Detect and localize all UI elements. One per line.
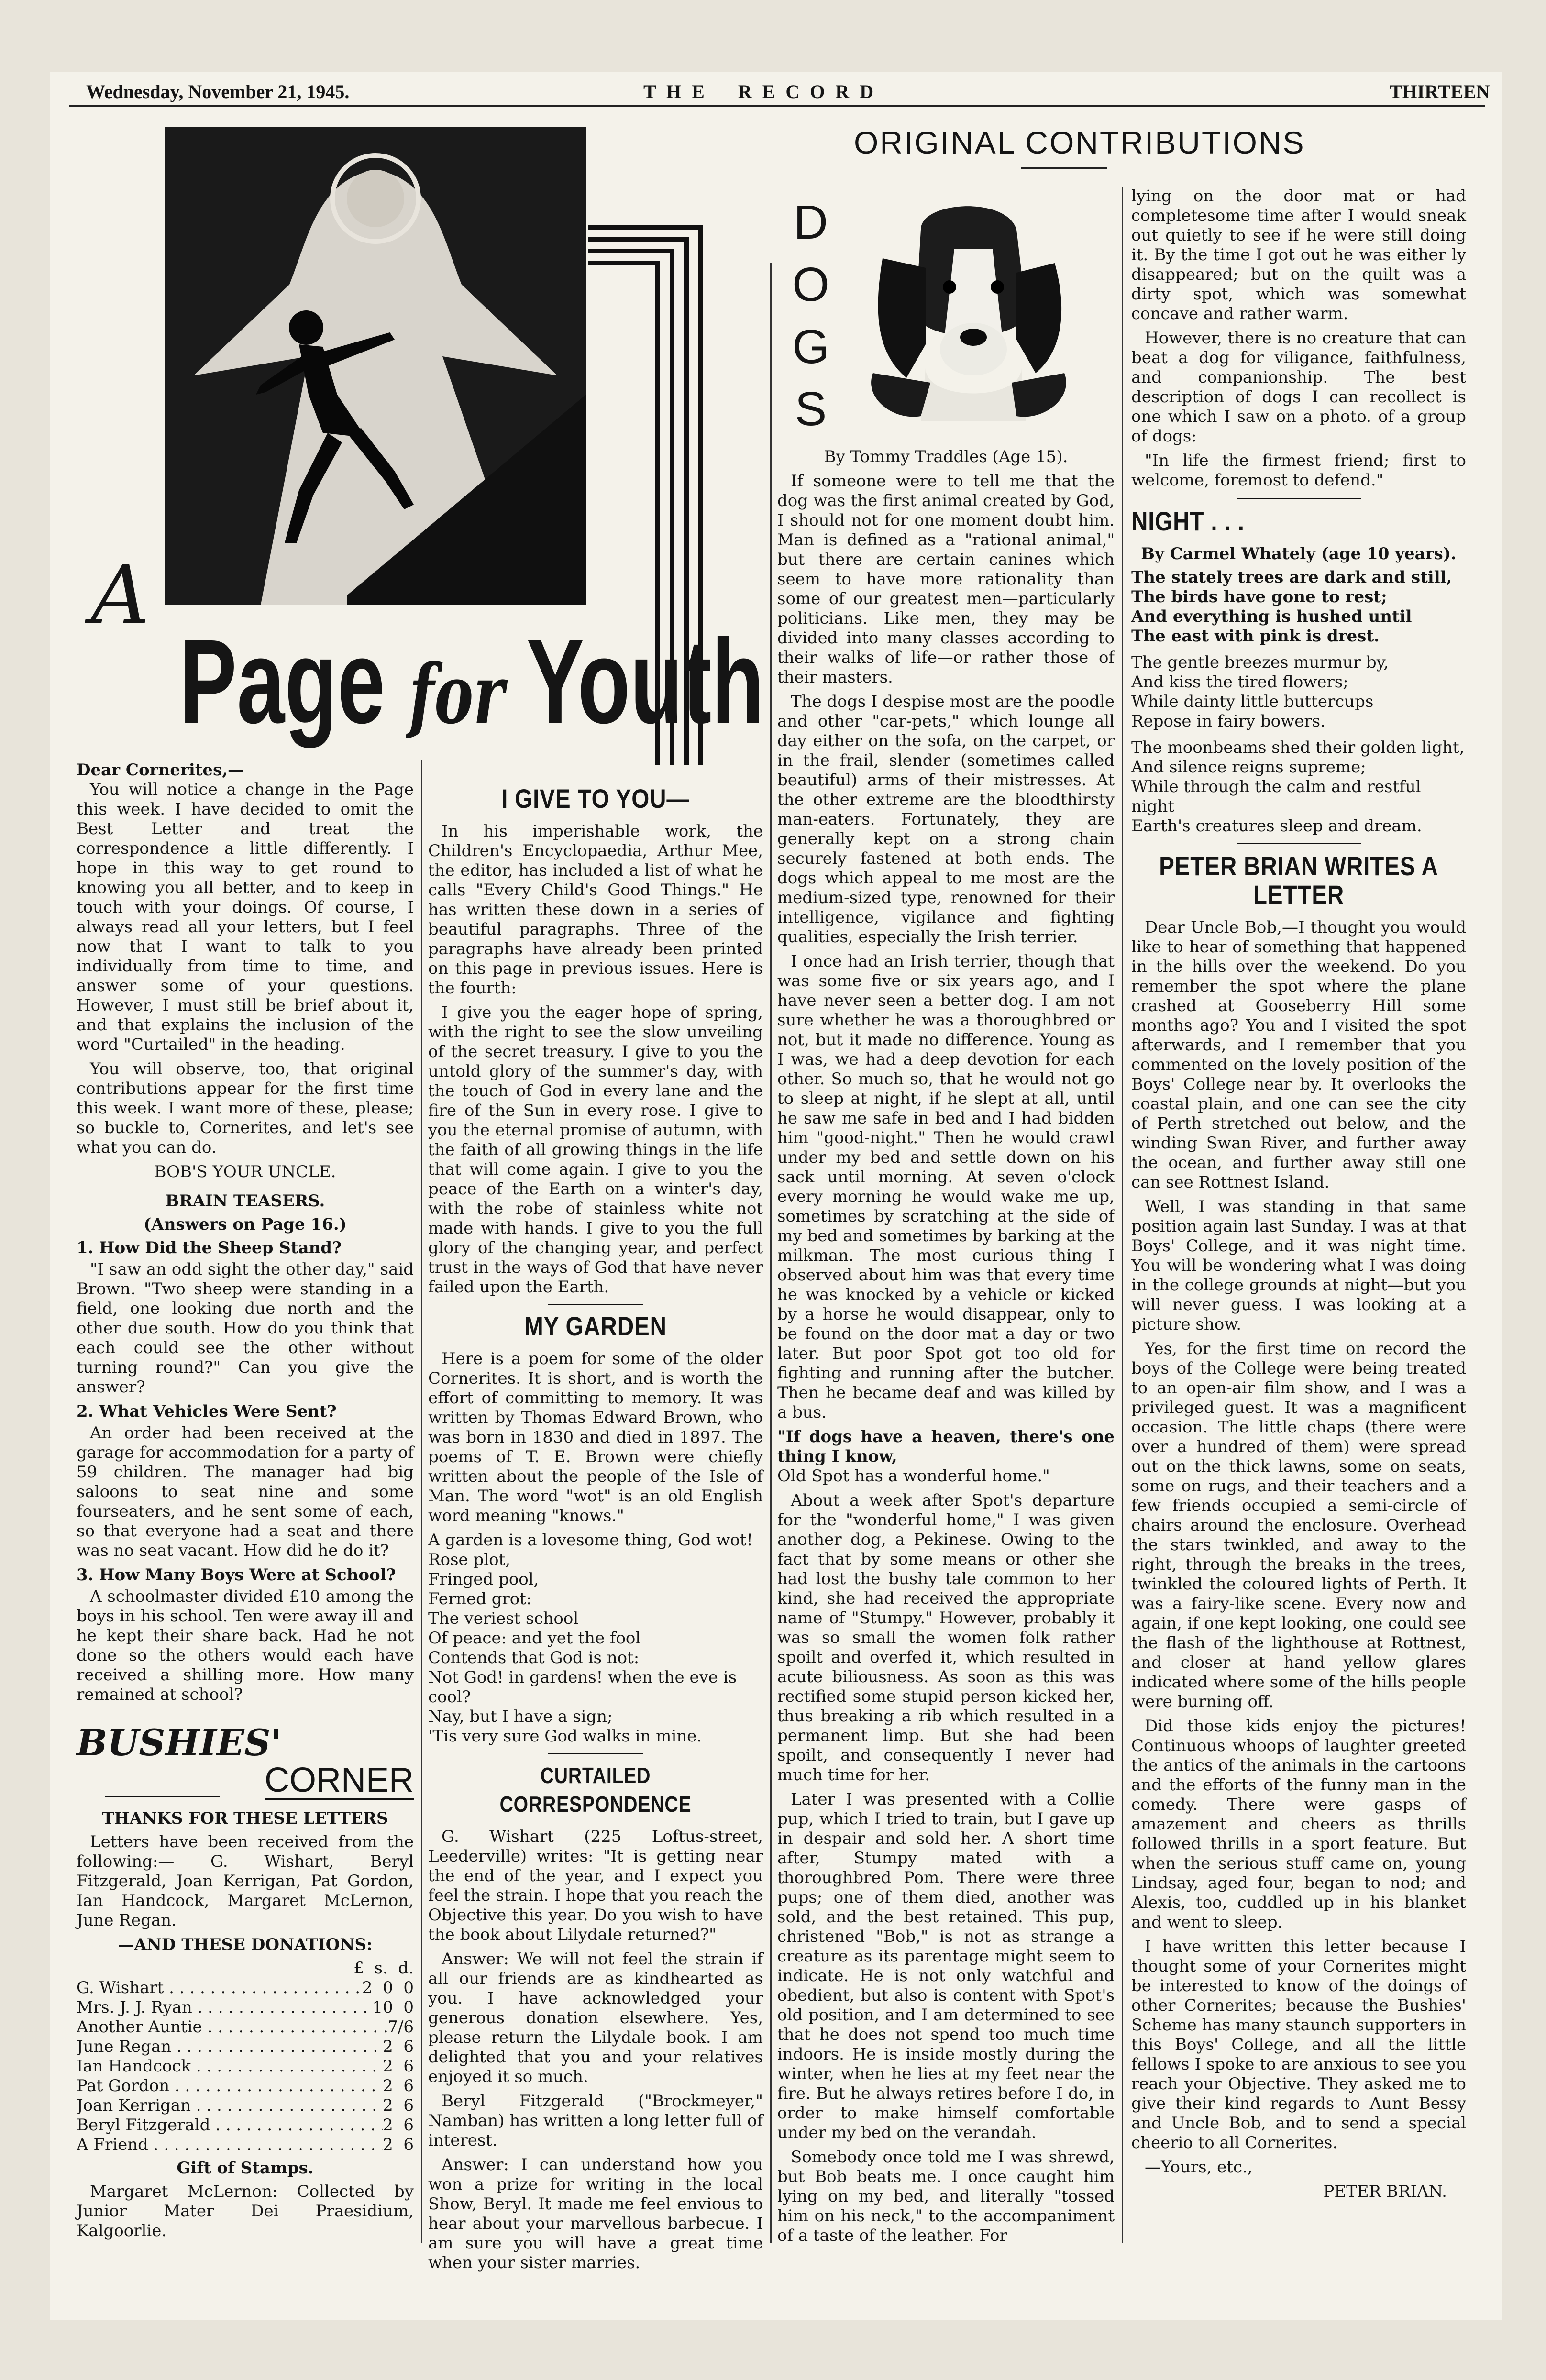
peter-paragraph: Yes, for the first time on record the boys of the College were being treated to an open-air film show, and I was a privileged guest. It was a magnificent occasion. The little chaps (there were over a hundred of them) were spread out on the thick lawns, some on seats, some on rugs, and their teachers and a few friends occupied a semi-circle of chairs around the enclosure. Overhead the stars twinkled, and away to the right, through the breaks in the trees, twinkled the coloured lights of Perth. It was a fairy-like scene. Every now and again, if one kept looking, one could see the flash of the lighthouse at Rottnest, and closer at hand yellow glares indicated where some of the hills people were burning off. (1131, 1339, 1466, 1711)
donation-row: G. Wishart . . . 2 0 0 (77, 1978, 414, 1998)
poem-line: While through the calm and restful night (1131, 777, 1421, 816)
night-stanza (1131, 738, 1466, 836)
youth-illustration (165, 127, 586, 605)
donations-title: —AND THESE DONATIONS: (118, 1935, 373, 1954)
night-stanza (1131, 568, 1466, 646)
section-rule (1237, 843, 1361, 844)
dogs-paragraph: Somebody once told me I was shrewd, but Bob beats me. I once caught him lying on my bed, and literally "tossed him on his neck," to the accompaniment of a taste of the leather. For (777, 2148, 1115, 2245)
dogs-verse: Old Spot has a wonderful home." (777, 1466, 1050, 1486)
teasers-answers-note: (Answers on Page 16.) (144, 1215, 347, 1234)
poem-line: And kiss the tired flowers; (1131, 672, 1348, 692)
stamps-text: Margaret McLernon: Collected by Junior Mater Dei Praesidium, Kalgoorlie. (77, 2182, 414, 2240)
poem-line: The stately trees are dark and still, (1131, 568, 1452, 587)
dogs-continued: However, there is no creature that can beat a dog for viligance, faithfulness, and companionship. The best description of dogs I can recollect is one which I saw on a photo. of a group of dogs: (1131, 329, 1466, 446)
poem-line: The east with pink is drest. (1131, 627, 1380, 646)
column-2 (428, 780, 763, 2278)
peter-signature: PETER BRIAN. (1323, 2182, 1447, 2201)
curtailed-item-2: Answer: We will not feel the strain if all our friends are as kindhearted as you. I have acknowledged your generous donation elsewhere. Yes, please return the Lilydale book. I am delighted that you and your relatives enjoyed it so much. (428, 1950, 763, 2086)
poem-line: Ferned grot: (428, 1589, 532, 1609)
bushies-heading (77, 1721, 414, 1805)
give-paragraph-2: I give you the eager hope of spring, with the right to see the slow unveiling of the secret treasury. I give to you the untold glory of the summer's day, with the touch of God in every lane and the fire of the Sun in every rose. I give to you the eternal promise of autumn, with the faith of all growing things in the life that will come again. I give to you the peace of the Earth on a winter's day, with the robe of stainless white not made with hands. I give to you the full glory of the changing year, and perfect trust in the ways of God that have never failed upon the Earth. (428, 1003, 763, 1297)
teaser-1-question: 1. How Did the Sheep Stand? (77, 1238, 342, 1257)
poem-line: And silence reigns supreme; (1131, 758, 1366, 777)
original-rule (1021, 167, 1107, 169)
poem-line: The gentle breezes murmur by, (1131, 653, 1389, 672)
dogs-continued: "In life the firmest friend; first to welcome, foremost to defend." (1131, 451, 1466, 490)
teaser-1-text: "I saw an odd sight the other day," said Brown. "Two sheep were standing in a field, one looking due north and the other due south. How do you think that each could see the other without turning round?" Can you give the answer? (77, 1260, 414, 1397)
bushies-title: BUSHIES' (77, 1721, 282, 1764)
thanks-text: Letters have been received from the following:— G. Wishart, Beryl Fitzgerald, Joan Kerrigan, Pat Gordon, Ian Handcock, Margaret McLernon, June Regan. (77, 1832, 414, 1930)
banner-title-youth: Youth (504, 615, 764, 748)
header-paper-name: T H E R E C O R D (643, 81, 877, 102)
night-title: NIGHT . . . (1131, 506, 1245, 536)
intro-paragraph-2: You will observe, too, that original contributions appear for the first time this week. I want more of these, please; so buckle to, Cornerites, and let's see what you can do. (77, 1059, 414, 1157)
garden-title: MY GARDEN (524, 1311, 667, 1341)
section-rule (548, 1753, 643, 1754)
teaser-3-question: 3. How Many Boys Were at School? (77, 1565, 396, 1585)
poem-line: Contends that God is not: (428, 1648, 640, 1667)
teaser-2-text: An order had been received at the garage for accommodation for a party of 59 children. The manager had big saloons to seat nine and some fourseaters, and he sent some of each, so that everyone had a seat and there was no seat vacant. How did he do it? (77, 1423, 414, 1560)
dogs-letter: S (795, 382, 827, 436)
dogs-byline: By Tommy Traddles (Age 15). (824, 447, 1068, 466)
donation-row: Ian Handcock . . . 2 6 (77, 2057, 414, 2076)
intro-salutation: Dear Cornerites,— (77, 760, 244, 780)
poem-line: Earth's creatures sleep and dream. (1131, 816, 1422, 836)
poem-line: The moonbeams shed their golden light, (1131, 738, 1465, 757)
teaser-2-question: 2. What Vehicles Were Sent? (77, 1402, 337, 1421)
banner-initial: A (91, 548, 150, 643)
donation-row: Joan Kerrigan . . . 2 6 (77, 2096, 414, 2116)
column-3 (777, 447, 1115, 2250)
poem-line: While dainty little buttercups (1131, 692, 1374, 711)
dogs-letter: G (792, 320, 829, 374)
dogs-vertical-title (777, 191, 844, 440)
newspaper-page (50, 72, 1502, 2320)
column-1 (77, 760, 414, 2246)
give-paragraph-1: In his imperishable work, the Children's Encyclopaedia, Arthur Mee, the editor, has included a list of what he calls "Every Child's Good Things." He has written these down in a series of beautiful paragraphs. Three of the paragraphs have already been printed on this page in previous issues. Here is the fourth: (428, 822, 763, 998)
poem-line: Of peace: and yet the fool (428, 1629, 641, 1648)
peter-paragraph: Well, I was standing in that same position again last Sunday. I was at that Boys' College, and it was night time. You will be wondering what I was doing in the college grounds at night—but you will never guess. I was looking at a picture show. (1131, 1197, 1466, 1334)
column-divider-3 (1122, 187, 1123, 2243)
dogs-verse: "If dogs have a heaven, there's one thing I know, (777, 1427, 1115, 1466)
poem-line: Repose in fairy bowers. (1131, 712, 1325, 731)
poem-line: The birds have gone to rest; (1131, 587, 1387, 606)
curtailed-item-3: Beryl Fitzgerald ("Brockmeyer," Namban) has written a long letter full of interest. (428, 2092, 763, 2150)
column-4 (1131, 187, 1466, 2202)
intro-paragraph-1: You will notice a change in the Page this week. I have decided to omit the Best Letter and treat the correspondence a little differently. I hope in this way to get round to knowing you all better, and to keep in touch with your doings. Of course, I always read all your letters, but I feel now that I want to talk to you individually from time to time, and answer some of your questions. However, I must still be brief about it, and that explains the inclusion of the word "Curtailed" in the heading. (77, 780, 414, 1054)
header-rule (69, 105, 1485, 107)
dog-photo (854, 191, 1083, 430)
peter-title: PETER BRIAN WRITES A LETTER (1159, 851, 1438, 910)
give-title: I GIVE TO YOU— (501, 783, 690, 814)
dogs-paragraph: The dogs I despise most are the poodle and other "car-pets," which lounge all day either on the sofa, on the carpet, or in the frail, slender (sometimes called beautiful) arms of their mistresses. At the other extreme are the bloodthirsty man-eaters. Fortunately, they are generally kept on a strong chain securely fastened at both ends. The dogs which appeal to me most are the medium-sized type, renowned for their intelligence, vigilance and fighting qualities, especially the Irish terrier. (777, 692, 1115, 947)
dogs-paragraph: If someone were to tell me that the dog was the first animal created by God, I should not for one moment doubt him. Man is defined as a "rational animal," but there are certain canines which seem to have more rationality than some of our greatest men—particularly politicians. Like men, they may be divided into many classes according to their walks of life—or rather those of their masters. (777, 472, 1115, 687)
poem-line: And everything is hushed until (1131, 607, 1412, 626)
donations-currency-head: £ s. d. (353, 1959, 414, 1978)
header-date: Wednesday, November 21, 1945. (86, 81, 350, 102)
bushies-rule (105, 1796, 220, 1797)
banner-title-page: Page (179, 615, 409, 748)
banner-title (179, 615, 764, 754)
curtailed-item-4: Answer: I can understand how you won a prize for writing in the local Show, Beryl. It made me feel envious to hear about your marvellous barbecue. I am sure you will have a great time when your sister marries. (428, 2155, 763, 2272)
header-page-number: THIRTEEN (1390, 81, 1490, 102)
donation-row: June Regan . . . 2 6 (77, 2037, 414, 2057)
dogs-letter: D (793, 196, 828, 249)
donation-row: Mrs. J. J. Ryan . . . 10 0 (77, 1998, 414, 2017)
curtailed-item-1: G. Wishart (225 Loftus-street, Leederville) writes: "It is getting near the end of the year, and I expect you feel the strain. I hope that you reach the Objective this year. Do you wish to have the book about Lilydale returned?" (428, 1827, 763, 1944)
poem-line: 'Tis very sure God walks in mine. (428, 1727, 702, 1746)
poem-line: Nay, but I have a sign; (428, 1707, 613, 1726)
poem-line: The veriest school (428, 1609, 579, 1628)
section-rule (548, 1304, 643, 1305)
night-stanza (1131, 653, 1466, 731)
banner-title-for: for (409, 647, 505, 742)
donation-row: Pat Gordon . . . 2 6 (77, 2076, 414, 2096)
garden-poem (428, 1531, 763, 1746)
dogs-letter: O (792, 258, 829, 311)
dogs-continued: lying on the door mat or had completesome time after I would sneak out quietly to see if he were still doing it. By the time I got out he was either ly disappeared; but on the quilt was a dirty spot, which was somewhat concave and rather warm. (1131, 187, 1466, 323)
donation-row: A Friend . . . 2 6 (77, 2135, 414, 2155)
peter-paragraph: —Yours, etc., (1145, 2158, 1253, 2177)
dogs-paragraph: Later I was presented with a Collie pup, which I tried to train, but I gave up in despair and sold her. A short time after, Stumpy mated with a thoroughbred Pom. There were three pups; one of them died, another was sold, and the best retained. This pup, christened "Bob," is not as strange a creature as its parentage might seem to indicate. He is not only watchful and obedient, but also is content with Spot's old position, and I am determined to see that he does not spend too much time indoors. He is inside mostly during the winter, when he lies at my feet near the fire. But he always retires before I do, in order to make himself comfortable under my bed on the verandah. (777, 1790, 1115, 2142)
dogs-paragraph: About a week after Spot's departure for the "wonderful home," I was given another dog, a Pekinese. Owing to the fact that by some means or other she had lost the bushy tale common to her kind, she had received the appropriate name of "Stumpy." However, probably it was so small the women folk rather spoilt and overfed it, which resulted in acute biliousness. As soon as this was rectified some stupid person kicked her, thus breaking a rib which resulted in a permanent limp. But she had been spoilt, and consequently I never had much time for her. (777, 1491, 1115, 1785)
teaser-3-text: A schoolmaster divided £10 among the boys in his school. Ten were away ill and he kept their share back. Had he not done so the others would each have received a shilling more. How many remained at school? (77, 1587, 414, 1704)
column-divider-2 (770, 263, 772, 2243)
thanks-title: THANKS FOR THESE LETTERS (102, 1809, 388, 1828)
donation-row: Another Auntie . . . 7/6 (77, 2017, 414, 2037)
night-byline: By Carmel Whately (age 10 years). (1141, 544, 1457, 563)
donations-list (77, 1978, 414, 2155)
peter-paragraph: Dear Uncle Bob,—I thought you would like to hear of something that happened in the hills over the weekend. Do you remember the spot where the plane crashed at Gooseberry Hill some months ago? You and I visited the spot afterwards, and I remember that you commented on the lovely position of the Boys' College near by. It overlooks the coastal plain, and one can see the city of Perth stretched out below, and the winding Swan River, and further away the ocean, and further away still one can see Rottnest Island. (1131, 918, 1466, 1192)
garden-intro: Here is a poem for some of the older Cornerites. It is short, and is worth the effort of committing to memory. It was written by Thomas Edward Brown, who was born in 1830 and died in 1897. The poems of T. E. Brown were chiefly written about the people of the Isle of Man. The word "wot" is an old English word meaning "knows." (428, 1349, 763, 1525)
curtailed-title: CURTAILED CORRESPONDENCE (499, 1763, 692, 1817)
original-contributions-title: ORIGINAL CONTRIBUTIONS (854, 125, 1305, 160)
poem-line: A garden is a lovesome thing, God wot! (428, 1531, 753, 1550)
peter-paragraph: I have written this letter because I thought some of your Cornerites might be interested to know of the doings of other Cornerites; because the Bushies' Scheme has many staunch supporters in this Boys' College, and all the little fellows I spoke to are anxious to see you reach your Objective. They asked me to give their kind regards to Aunt Bessy and Uncle Bob, and to send a special cheerio to all Cornerites. (1131, 1937, 1466, 2152)
poem-line: Rose plot, (428, 1550, 511, 1569)
poem-line: Not God! in gardens! when the eve is cool? (428, 1668, 737, 1707)
donation-row: Beryl Fitzgerald . . . 2 6 (77, 2116, 414, 2135)
intro-signature: BOB'S YOUR UNCLE. (154, 1162, 336, 1181)
dogs-paragraph: I once had an Irish terrier, though that was some five or six years ago, and I have never seen a better dog. I am not sure whether he was a thoroughbred or not, but it made no difference. Young as I was, we had a deep devotion for each other. So much so, that he would not go to sleep at night, if he slept at all, until he saw me safe in bed and I had bidden him "good-night." Then he would crawl under my bed and settle down on his sack until morning. At seven o'clock every morning he would wake me up, sometimes by scratching at the side of my bed and sometimes by barking at the milkman. The most curious thing I observed about him was that every time he was knocked by a vehicle or kicked by a horse he would disappear, only to be found on the door mat a day or two later. But poor Spot got too old for fighting and running after the butcher. Then he became deaf and was killed by a bus. (777, 952, 1115, 1422)
peter-paragraph: Did those kids enjoy the pictures! Continuous whoops of laughter greeted the antics of the animals in the cartoons and the efforts of the funny man in the comedy. There were gasps of amazement and cheers as thrills followed thrills in a sport feature. But when the serious stuff came on, young Lindsay, aged four, began to nod; and Alexis, too, cuddled up in his blanket and went to sleep. (1131, 1717, 1466, 1932)
section-rule (1237, 498, 1361, 499)
poem-line: Fringed pool, (428, 1570, 539, 1589)
stamps-title: Gift of Stamps. (177, 2159, 314, 2178)
teasers-title: BRAIN TEASERS. (165, 1191, 325, 1211)
bushies-corner: CORNER (264, 1761, 414, 1799)
column-divider-1 (421, 760, 422, 2243)
